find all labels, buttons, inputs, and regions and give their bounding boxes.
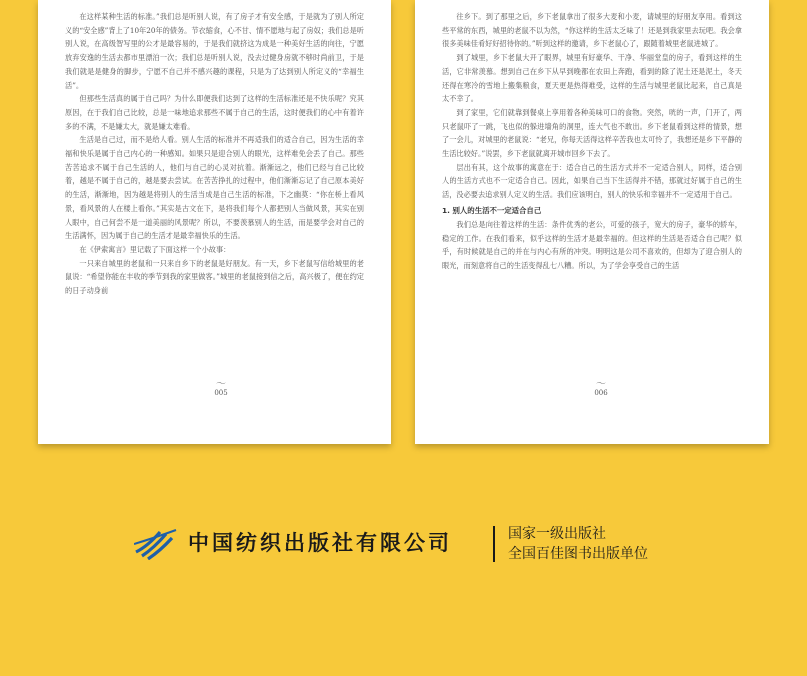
paragraph: 层出有其，这个故事的寓意在于：适合自己的生活方式并不一定适合别人，同样，适合别人的生活方式也不一定适合自己。因此，如果自己当下生活得并不错，那就过好属于自己的生活，没必要去追求别人定义的生活。我们应该明白，别人的快乐和幸福并不一定适用于自己。 <box>442 162 742 200</box>
page-number: 〜 006 <box>581 381 621 397</box>
publisher-logo-icon <box>134 526 178 560</box>
paragraph: 一只来自城里的老鼠和一只来自乡下的老鼠是好朋友。有一天，乡下老鼠写信给城里的老鼠说：“希望你能在丰收的季节到我的家里做客。”城里的老鼠接到信之后，高兴极了，便在约定的日子动身前 <box>65 258 364 296</box>
section-heading: 1. 别人的生活不一定适合自己 <box>442 205 542 215</box>
publisher-name: 中国纺织出版社有限公司 <box>188 531 452 555</box>
paragraph: 往乡下。到了那里之后，乡下老鼠拿出了很多大麦和小麦，请城里的好朋友享用。看到这些平常的东西，城里的老鼠不以为然，“你这样的生活太乏味了！还是到我家里去玩吧。我会拿很多美味佳肴好好招待你的。”听到这样的邀请，乡下老鼠心了，跟随着城里老鼠进城了。 <box>442 12 742 49</box>
divider <box>493 526 495 562</box>
paragraph: 在这样某种生活的标准。”我们总是听别人说，有了房子才有安全感，于是就为了别人所定义的“安全感”背上了10年20年的债务。节衣缩食，心不甘、情不愿地与起了房奴；我们总是听别人说，在高级智写里的公才是最容易的，于是我们就挤这为成是一种美好生活的向往，宁愿放弃安逸的生活去都市里漂泊一次；我们总是听别人说，没去过健身房就不够时尚前卫，于是我们就是是健身的脚步，宁愿不自己并不感兴趣的课程，只是为了达到别人所定义的“幸福生活”。 <box>65 12 364 90</box>
paragraph: 到了城里，乡下老鼠大开了眼界，城里有好豪华、干净、华丽堂皇的房子，看到这样的生活，它非常羡慕。想到自己在乡下从早到晚都在农田上奔跑，看到的除了泥土还是泥土，冬天还得在寒冷的雪地上搬集粮食，夏天更是热得难受，这样的生活与城里老鼠比起来，自己真是太不幸了。 <box>442 53 742 104</box>
tagline-line: 全国百佳图书出版单位 <box>508 546 648 562</box>
left-page-text <box>65 10 364 298</box>
paragraph: 到了家里，它们就靠到餐桌上享用着各种美味可口的食物。突然，咣的一声，门开了，两只老鼠吓了一跳，飞也似的躲进墙角的洞里，连大气也不敢出。乡下老鼠看到这样的情景，想了一会儿，对城里的老鼠说：“老兄，你每天活得这样辛苦我也太可怜了，我想还是乡下平静的生活比较好。”说罢，乡下老鼠就离开城市回乡下去了。 <box>442 107 742 159</box>
bird-ornament-icon: 〜 <box>216 379 226 390</box>
paragraph: 在《伊索寓言》里记载了下面这样一个小故事： <box>79 244 231 254</box>
tagline-line: 国家一级出版社 <box>508 526 606 542</box>
paragraph: 生活是自己过，而不是给人看。别人生活的标准并不再适我们的适合自己，因为生活的幸福和快乐是属于自己内心的一种感知。如果只是迎合别人的眼光，这样难免会丢了自己。那些苦苦追求不属于自己生活的人，他们与自己的心灵对抗着。渐渐远之，他们已经与自己比较着，越是不属于自己的，越是要去尝试。在苦苦挣扎的过程中，他们渐渐忘记了自己原本美好的生活，渐渐地，因为越是将别人的生活当成是自己生活的标准，下之幽莫：“你在桥上看风景，看风景的人在楼上看你。”其实是古文在下，是将我们每个人都把别人当做风景，其实在别人眼中，自己何尝不是一道美丽的风景呢？所以，不要羡慕别人的生活，而是要学会对自己的生活满怀，因为属于自己的生活才是最幸福快乐的生活。 <box>65 135 364 241</box>
paragraph: 我们总是向往着这样的生活：条件优秀的老公，可爱的孩子，宽大的房子，豪华的轿车，稳定的工作。在我们看来，似乎这样的生活才是最幸福的。但这样的生活是否适合自己呢？似乎，有时候就是自己的并在与内心有所的冲突。明明这是公司不喜欢的，但却为了迎合别人的眼光，而刻意将自己的生活变得乱七八糟。所以，为了学会享受自己的生活 <box>442 219 742 270</box>
bird-ornament-icon: 〜 <box>596 379 606 390</box>
right-page-text <box>442 10 742 273</box>
book-page-right <box>415 0 769 444</box>
paragraph: 但那些生活真的属于自己吗？为什么即便我们达到了这样的生活标准还是不快乐呢？究其原因，在于我们自己比较，总是一味地追求那些不属于自己的生活，这时便我们的心中有着许多的不满，不是嫌太大，就是嫌太难看。 <box>65 94 364 131</box>
publisher-tagline <box>508 524 648 564</box>
publisher-banner <box>134 518 694 570</box>
page-number: 〜 005 <box>201 381 241 397</box>
book-page-left <box>38 0 391 444</box>
